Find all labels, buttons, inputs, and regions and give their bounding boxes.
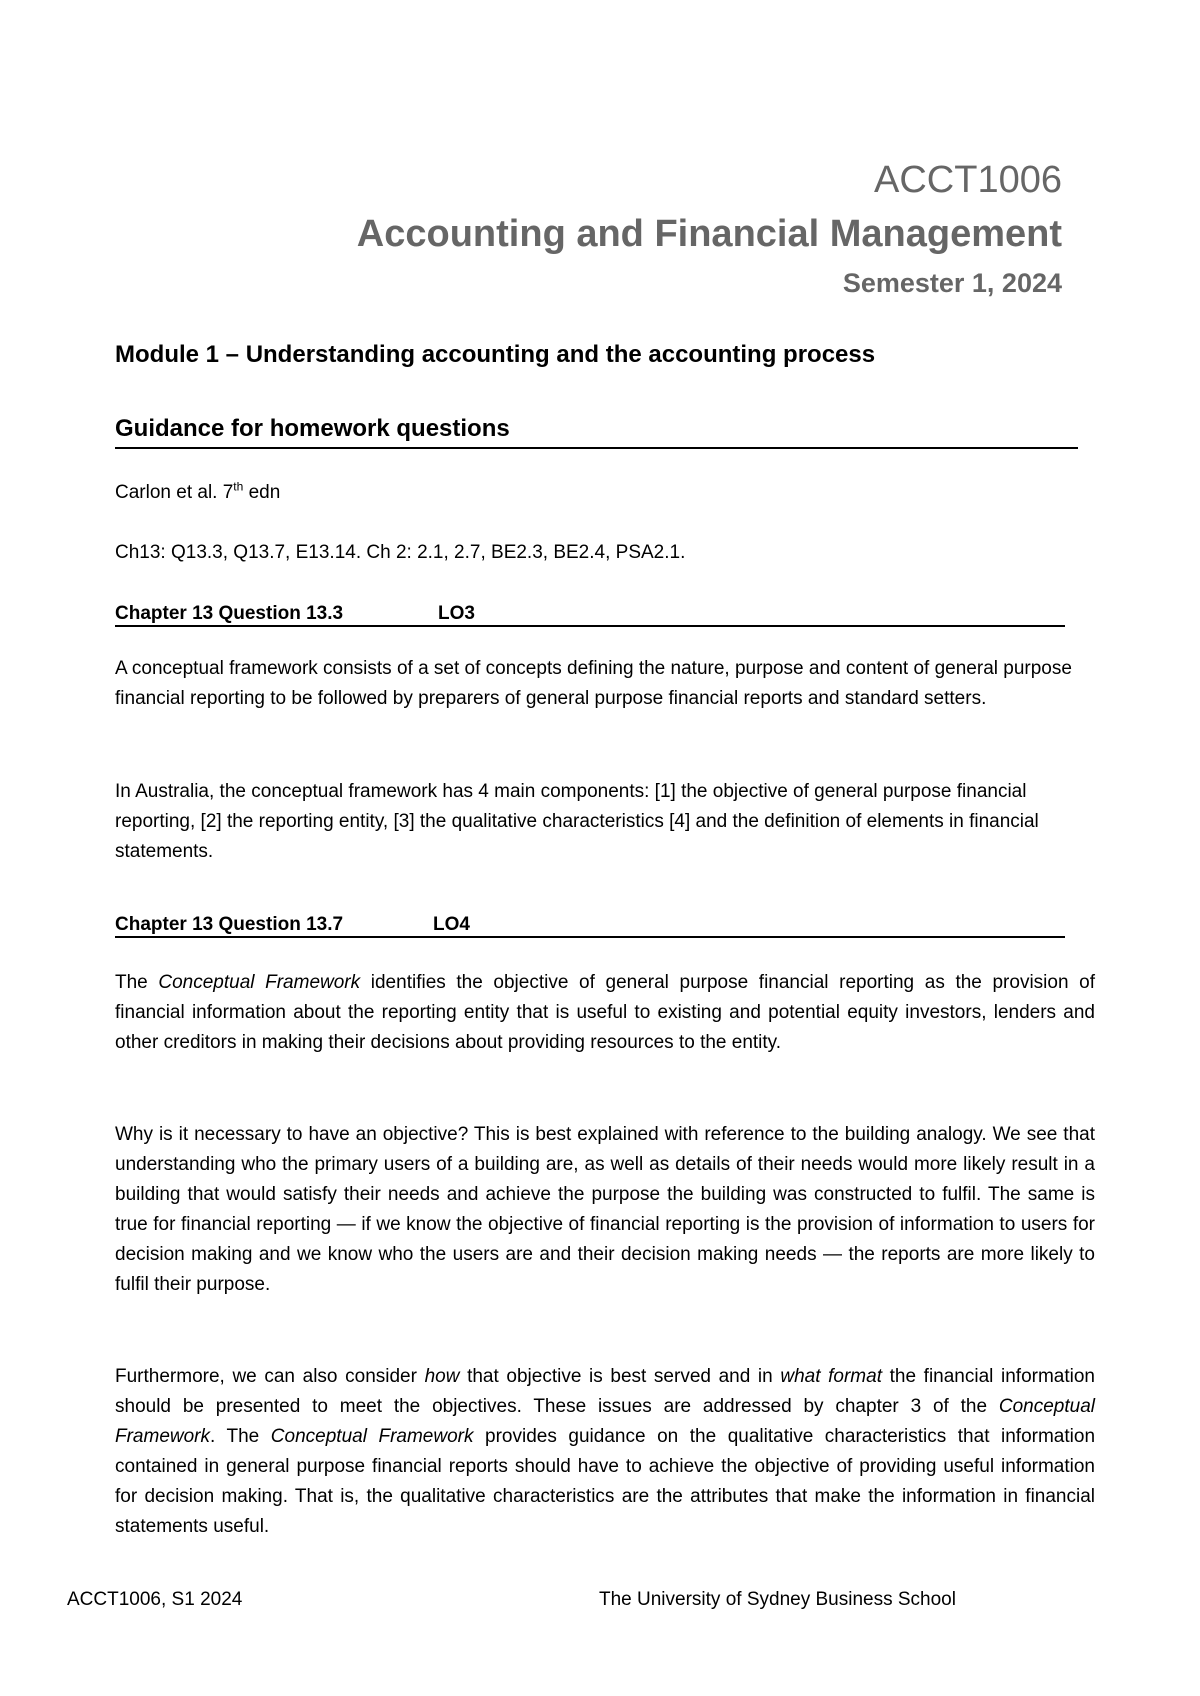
- section-heading-title: Chapter 13 Question 13.7: [115, 914, 344, 935]
- textbook-reference: [115, 481, 280, 505]
- section-heading-13-3: [115, 603, 1065, 627]
- italic-text: Conceptual Framework: [158, 972, 361, 993]
- learning-outcome-label: LO3: [438, 603, 475, 624]
- text-run: the financial information should be presented to meet the objectives. These issues are addressed by chapter 3 of the: [115, 1366, 1096, 1417]
- question-list: Ch13: Q13.3, Q13.7, E13.14. Ch 2: 2.1, 2.7, BE2.3, BE2.4, PSA2.1.: [115, 542, 686, 563]
- document-header: [357, 158, 1062, 299]
- text-run: The: [115, 972, 159, 993]
- italic-text: how: [424, 1366, 460, 1387]
- text-run: . The: [210, 1426, 271, 1447]
- textbook-text: Carlon et al. 7: [115, 482, 234, 503]
- italic-text: Conceptual Framework: [270, 1426, 474, 1447]
- paragraph: In Australia, the conceptual framework has 4 main components: [1] the objective of general purpose financial reporting, [2] the reporting entity, [3] the qualitative characteristics [4] and the definition of elements in financial statements.: [115, 781, 1039, 862]
- text-run: that objective is best served and in: [459, 1366, 781, 1387]
- italic-text: what format: [780, 1366, 882, 1387]
- text-run: Furthermore, we can also consider: [115, 1366, 425, 1387]
- textbook-edition: edn: [243, 482, 281, 503]
- italic-text: Conceptual Framework: [115, 1396, 1095, 1447]
- semester-label: Semester 1, 2024: [842, 268, 1062, 298]
- paragraph: Why is it necessary to have an objective? This is best explained with reference to the building analogy. We see that understanding who the primary users of a building are, as well as details of their needs would more likely result in a building that would satisfy their needs and achieve the purpose the building was constructed to fulfil. The same is true for financial reporting — if we know the objective of financial reporting is the provision of information to users for decision making and we know who the users are and their decision making needs — the reports are more likely to fulfil their purpose.: [115, 1124, 1095, 1295]
- learning-outcome-label: LO4: [433, 914, 470, 935]
- textbook-superscript: th: [233, 479, 244, 494]
- footer-institution-label: The University of Sydney Business School: [599, 1589, 956, 1610]
- guidance-title: Guidance for homework questions: [115, 414, 1078, 449]
- module-title: Module 1 – Understanding accounting and the accounting process: [115, 341, 876, 368]
- course-code: ACCT1006: [874, 159, 1062, 201]
- paragraph: [115, 968, 1095, 1058]
- text-run: provides guidance on the qualitative characteristics that information contained in general purpose financial reports should have to achieve the objective of providing useful information for decision making. That is, the qualitative characteristics are the attributes that make the information in financial statements useful.: [115, 1426, 1096, 1537]
- paragraph: [115, 1362, 1095, 1542]
- course-name: Accounting and Financial Management: [356, 213, 1062, 255]
- section-heading-title: Chapter 13 Question 13.3: [115, 603, 344, 624]
- section-heading-13-7: [115, 914, 1065, 938]
- footer-course-label: ACCT1006, S1 2024: [67, 1589, 243, 1610]
- text-run: identifies the objective of general purpose financial reporting as the provision of financial information about the reporting entity that is useful to existing and potential equity investors, lenders and other creditors in making their decisions about providing resources to the entity.: [115, 972, 1095, 1053]
- paragraph: A conceptual framework consists of a set of concepts defining the nature, purpose and content of general purpose financial reporting to be followed by preparers of general purpose financial reports and standard setters.: [115, 658, 1072, 709]
